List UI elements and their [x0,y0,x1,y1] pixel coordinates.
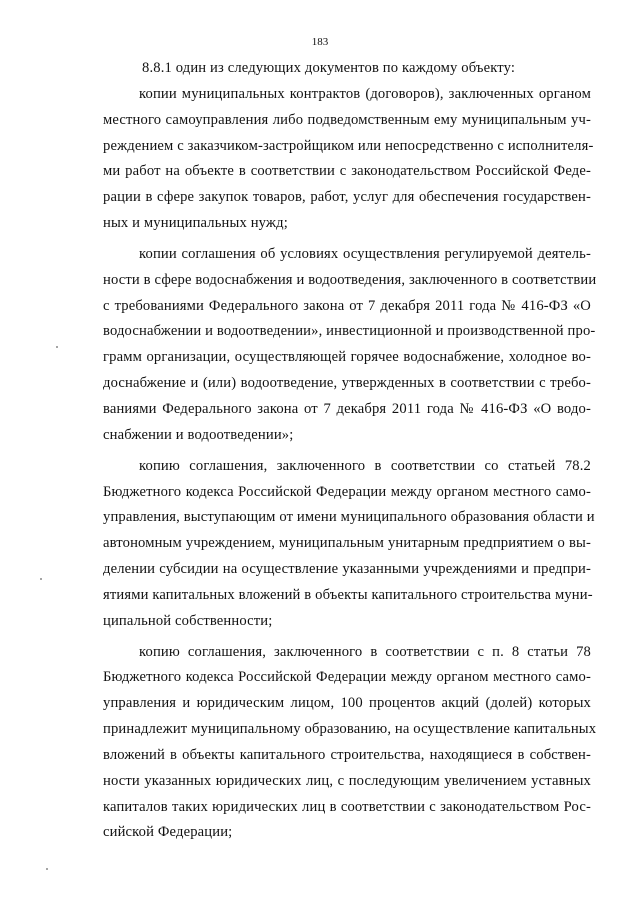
scan-speck [46,868,48,870]
text-line: вложений в объекты капитального строительства, находящиеся в собствен- [103,746,591,763]
text-line: автономным учреждением, муниципальным унитарным предприятием о вы- [103,535,591,552]
text-line: Бюджетного кодекса Российской Федерации между органом местного само- [103,483,591,500]
paragraph-contracts [103,82,594,237]
text-line: грамм организации, осуществляющей горячее водоснабжение, холодное во- [103,349,591,366]
text-line: копии муниципальных контрактов (договоров), заключенных органом [139,85,591,102]
text-line: Бюджетного кодекса Российской Федерации между органом местного само- [103,669,591,686]
paragraph-legal-entity-agreement [103,640,597,847]
text-line: делении субсидии на осуществление указанными учреждениями и предпри- [103,561,591,578]
text-line: принадлежит муниципальному образованию, на осуществление капитальных [103,721,597,738]
text-line: копию соглашения, заключенного в соответствии с п. 8 статьи 78 [139,643,591,660]
text-line: ности в сфере водоснабжения и водоотведения, заключенного в соответствии [103,271,597,288]
paragraph-water-agreement [103,242,597,449]
text-line: рации в сфере закупок товаров, работ, услуг для обеспечения государствен- [103,189,591,206]
text-line: ваниями Федерального закона от 7 декабря 2011 года № 416-ФЗ «О водо- [103,400,591,417]
text-line: 8.8.1 один из следующих документов по каждому объекту: [142,60,516,76]
text-line: копии соглашения об условиях осуществления регулируемой деятель- [139,245,591,262]
text-line: ных и муниципальных нужд; [103,215,288,232]
document-body [103,56,597,846]
text-line: капиталов таких юридических лиц в соответствии с законодательством Рос- [103,798,591,815]
text-line: реждением с заказчиком-застройщиком или непосредственно с исполнителя- [103,137,594,154]
text-line: управления и юридическим лицом, 100 процентов акций (долей) которых [103,695,591,712]
text-line: ятиями капитальных вложений в объекты капитального строительства муни- [103,586,593,603]
text-line: копию соглашения, заключенного в соответствии со статьей 78.2 [139,457,591,474]
text-line: ми работ на объекте в соответствии с законодательством Российской Феде- [103,163,591,180]
text-line: ципальной собственности; [103,612,273,629]
page-number: 183 [311,36,329,48]
text-line: управления, выступающим от имени муниципального образования области и [103,509,595,526]
text-line: с требованиями Федерального закона от 7 декабря 2011 года № 416-ФЗ «О [103,297,591,314]
text-line: водоснабжении и водоотведении», инвестиционной и производственной про- [103,323,596,340]
text-line: сийской Федерации; [103,824,233,841]
paragraph-subsidy-agreement [103,454,595,635]
text-line: ности указанных юридических лиц, с последующим увеличением уставных [103,772,591,789]
text-line: доснабжение и (или) водоотведение, утвержденных в соответствии с требо- [103,375,591,392]
scan-speck [40,578,42,580]
scan-speck [56,346,58,348]
text-line: местного самоуправления либо подведомственным ему муниципальным уч- [103,111,591,128]
paragraph-intro [103,56,591,82]
text-line: снабжении и водоотведении»; [103,426,294,443]
